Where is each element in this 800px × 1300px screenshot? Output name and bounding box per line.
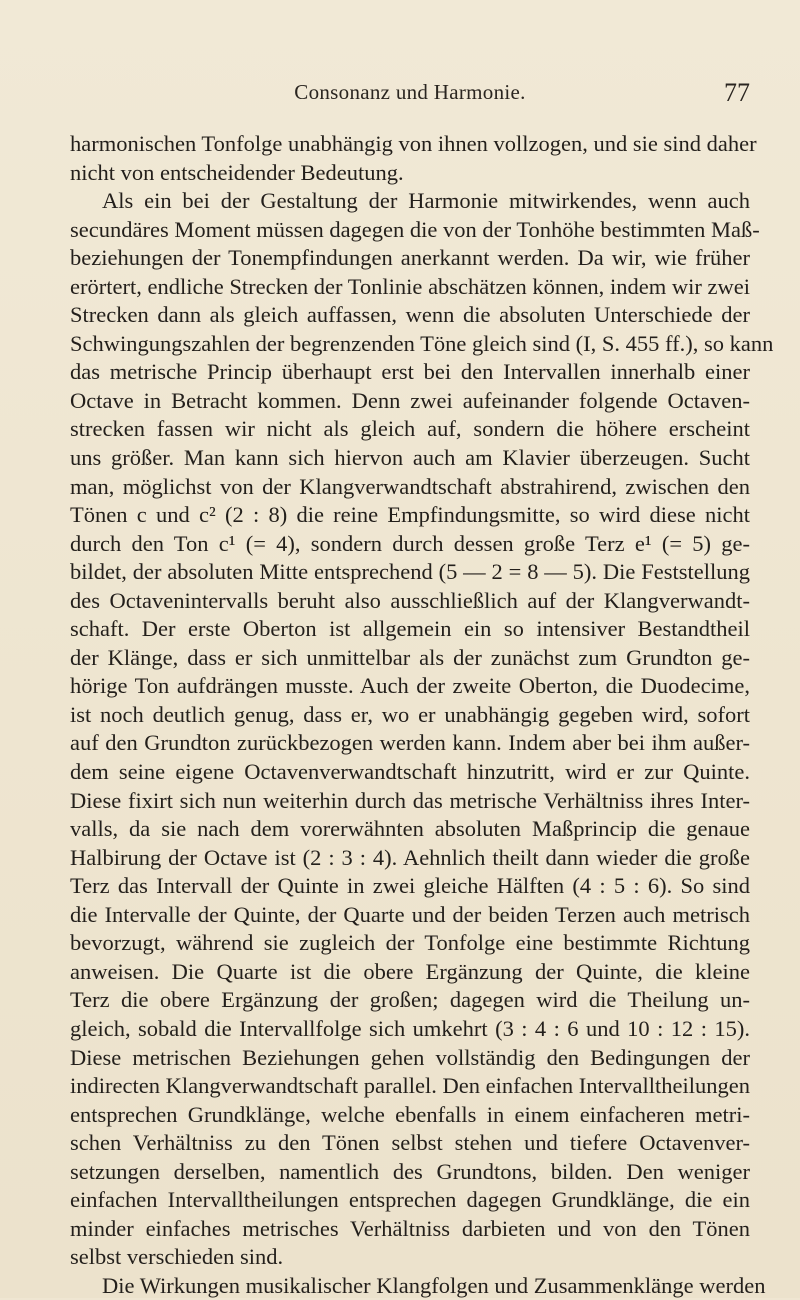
text-line: Diese metrischen Beziehungen gehen vollständig den Bedingungen der <box>70 1044 750 1070</box>
text-line: bevorzugt, während sie zugleich der Tonfolge eine bestimmte Richtung <box>70 930 750 956</box>
text-line: indirecten Klangverwandtschaft parallel. Den einfachen Intervalltheilungen <box>70 1073 750 1099</box>
text-line: strecken fassen wir nicht als gleich auf, sondern die höhere erscheint <box>70 416 750 442</box>
text-line: nicht von entscheidender Bedeutung. <box>70 159 404 185</box>
text-line: dem seine eigene Octavenverwandtschaft hinzutritt, wird er zur Quinte. <box>70 759 750 785</box>
text-line: beziehungen der Tonempfindungen anerkannt werden. Da wir, wie früher <box>70 245 750 271</box>
text-line: Halbirung der Octave ist (2 : 3 : 4). Aehnlich theilt dann wieder die große <box>70 844 750 870</box>
text-line: die Intervalle der Quinte, der Quarte und der beiden Terzen auch metrisch <box>70 901 750 927</box>
text-line: hörige Ton aufdrängen musste. Auch der zweite Oberton, die Duodecime, <box>70 673 750 699</box>
text-line: Diese fixirt sich nun weiterhin durch das metrische Verhältniss ihres Inter- <box>70 787 750 813</box>
text-line: man, möglichst von der Klangverwandtschaft abstrahirend, zwischen den <box>70 473 750 499</box>
text-line: Die Wirkungen musikalischer Klangfolgen und Zusammenklänge werden <box>102 1272 766 1298</box>
text-line: selbst verschieden sind. <box>70 1244 284 1270</box>
text-line: durch den Ton c¹ (= 4), sondern durch dessen große Terz e¹ (= 5) ge- <box>70 530 750 556</box>
text-line: entsprechen Grundklänge, welche ebenfalls in einem einfacheren metri- <box>70 1101 750 1127</box>
text-line: valls, da sie nach dem vorerwähnten absoluten Maßprincip die genaue <box>70 816 750 842</box>
text-line: Als ein bei der Gestaltung der Harmonie mitwirkendes, wenn auch <box>102 188 750 214</box>
text-line: schen Verhältniss zu den Tönen selbst stehen und tiefere Octavenver- <box>70 1130 750 1156</box>
text-line: auf den Grundton zurückbezogen werden kann. Indem aber bei ihm außer- <box>70 730 750 756</box>
text-line: harmonischen Tonfolge unabhängig von ihnen vollzogen, und sie sind daher <box>70 131 757 156</box>
text-line: bildet, der absoluten Mitte entsprechend (5 — 2 = 8 — 5). Die Feststellung <box>70 559 750 585</box>
text-line: Terz das Intervall der Quinte in zwei gleiche Hälften (4 : 5 : 6). So sind <box>70 873 750 899</box>
text-line: Octave in Betracht kommen. Denn zwei aufeinander folgende Octaven- <box>70 387 750 413</box>
text-line: Terz die obere Ergänzung der großen; dagegen wird die Theilung un- <box>70 987 750 1013</box>
text-line: Tönen c und c² (2 : 8) die reine Empfindungsmitte, so wird diese nicht <box>70 502 750 528</box>
text-line: des Octavenintervalls beruht also ausschließlich auf der Klangverwandt- <box>70 587 750 613</box>
text-line: secundäres Moment müssen dagegen die von der Tonhöhe bestimmten Maß- <box>70 216 760 242</box>
text-line: uns größer. Man kann sich hiervon auch am Klavier überzeugen. Sucht <box>70 445 750 471</box>
text-line: setzungen derselben, namentlich des Grundtons, bilden. Den weniger <box>70 1158 750 1184</box>
text-line: anweisen. Die Quarte ist die obere Ergänzung der Quinte, die kleine <box>70 958 750 984</box>
page-number: 77 <box>724 78 750 107</box>
text-line: das metrische Princip überhaupt erst bei den Intervallen innerhalb einer <box>70 359 750 385</box>
text-line: einfachen Intervalltheilungen entsprechen dagegen Grundklänge, die ein <box>70 1187 750 1213</box>
text-line: minder einfaches metrisches Verhältniss darbieten und von den Tönen <box>70 1215 750 1241</box>
text-line: schaft. Der erste Oberton ist allgemein ein so intensiver Bestandtheil <box>70 616 750 642</box>
page-header <box>70 80 750 114</box>
text-line: gleich, sobald die Intervallfolge sich umkehrt (3 : 4 : 6 und 10 : 12 : 15). <box>70 1015 750 1041</box>
running-title: Consonanz und Harmonie. <box>294 80 526 104</box>
text-line: erörtert, endliche Strecken der Tonlinie abschätzen können, indem wir zwei <box>70 273 750 299</box>
body-text <box>70 130 774 1300</box>
text-line: Schwingungszahlen der begrenzenden Töne gleich sind (I, S. 455 ff.), so kann <box>70 330 774 356</box>
text-line: ist noch deutlich genug, dass er, wo er unabhängig gegeben wird, sofort <box>70 701 750 727</box>
text-line: der Klänge, dass er sich unmittelbar als der zunächst zum Grundton ge- <box>70 644 750 670</box>
text-line: Strecken dann als gleich auffassen, wenn die absoluten Unterschiede der <box>70 302 750 328</box>
